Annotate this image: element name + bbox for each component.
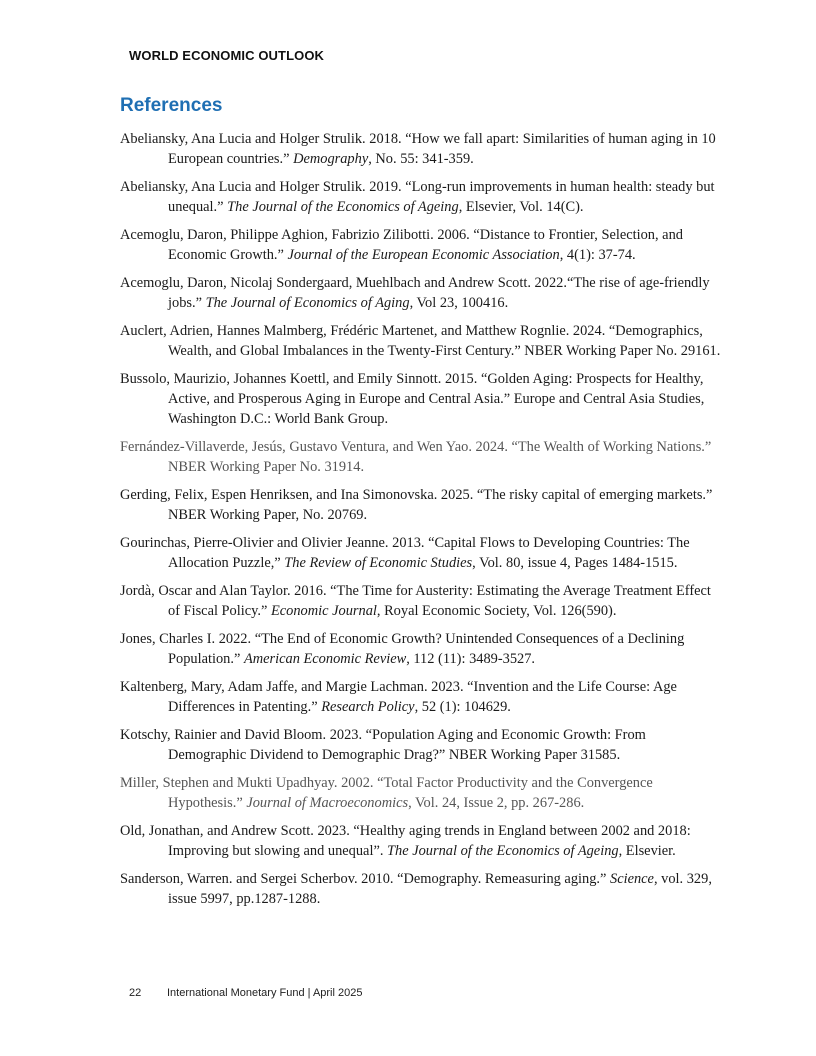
reference-item: Fernández-Villaverde, Jesús, Gustavo Ventura, and Wen Yao. 2024. “The Wealth of Working Nations.” NBER Working Paper No. 31914.: [120, 439, 712, 475]
reference-item: Sanderson, Warren. and Sergei Scherbov. 2010. “Demography. Remeasuring aging.” Science, vol. 329, issue 5997, pp.1287-1288.: [120, 871, 712, 907]
reference-item: Kotschy, Rainier and David Bloom. 2023. “Population Aging and Economic Growth: From Demographic Dividend to Demographic Drag?” NBER Working Paper 31585.: [120, 727, 646, 763]
section-title: References: [120, 95, 223, 116]
reference-item: Jones, Charles I. 2022. “The End of Economic Growth? Unintended Consequences of a Declining Population.” American Economic Review, 112 (11): 3489-3527.: [120, 631, 685, 667]
reference-item: Bussolo, Maurizio, Johannes Koettl, and Emily Sinnott. 2015. “Golden Aging: Prospects for Healthy, Active, and Prosperous Aging in Europe and Central Asia.” Europe and Central Asia Studies, Washington D.C.: World Bank Group.: [120, 371, 705, 427]
reference-item: Acemoglu, Daron, Philippe Aghion, Fabrizio Zilibotti. 2006. “Distance to Frontier, Selection, and Economic Growth.” Journal of the European Economic Association, 4(1): 37-74.: [120, 227, 683, 263]
reference-item: Jordà, Oscar and Alan Taylor. 2016. “The Time for Austerity: Estimating the Average Treatment Effect of Fiscal Policy.” Economic Journal, Royal Economic Society, Vol. 126(590).: [120, 583, 711, 619]
reference-item: Abeliansky, Ana Lucia and Holger Strulik. 2018. “How we fall apart: Similarities of human aging in 10 European countries.” Demography, No. 55: 341-359.: [120, 131, 716, 167]
references-list: [120, 129, 724, 917]
reference-item: Miller, Stephen and Mukti Upadhyay. 2002. “Total Factor Productivity and the Convergence Hypothesis.” Journal of Macroeconomics, Vol. 24, Issue 2, pp. 267-286.: [120, 775, 653, 811]
running-header: WORLD ECONOMIC OUTLOOK: [129, 48, 325, 63]
reference-item: Old, Jonathan, and Andrew Scott. 2023. “Healthy aging trends in England between 2002 and 2018: Improving but slowing and unequal”. The Journal of the Economics of Ageing, Elsevier.: [120, 823, 691, 859]
reference-item: Auclert, Adrien, Hannes Malmberg, Frédéric Martenet, and Matthew Rognlie. 2024. “Demographics, Wealth, and Global Imbalances in the Twenty-First Century.” NBER Working Paper No. 29161.: [120, 323, 721, 359]
footer-text: International Monetary Fund | April 2025: [167, 987, 363, 999]
page-number: 22: [129, 987, 142, 999]
reference-item: Acemoglu, Daron, Nicolaj Sondergaard, Muehlbach and Andrew Scott. 2022.“The rise of age-friendly jobs.” The Journal of Economics of Aging, Vol 23, 100416.: [120, 275, 710, 311]
reference-item: Kaltenberg, Mary, Adam Jaffe, and Margie Lachman. 2023. “Invention and the Life Course: Age Differences in Patenting.” Research Policy, 52 (1): 104629.: [120, 679, 677, 715]
reference-item: Gourinchas, Pierre-Olivier and Olivier Jeanne. 2013. “Capital Flows to Developing Countries: The Allocation Puzzle,” The Review of Economic Studies, Vol. 80, issue 4, Pages 1484-1515.: [120, 535, 690, 571]
reference-item: Gerding, Felix, Espen Henriksen, and Ina Simonovska. 2025. “The risky capital of emerging markets.” NBER Working Paper, No. 20769.: [120, 487, 713, 523]
reference-item: Abeliansky, Ana Lucia and Holger Strulik. 2019. “Long-run improvements in human health: steady but unequal.” The Journal of the Economics of Ageing, Elsevier, Vol. 14(C).: [120, 179, 715, 215]
page-footer: [129, 987, 362, 999]
